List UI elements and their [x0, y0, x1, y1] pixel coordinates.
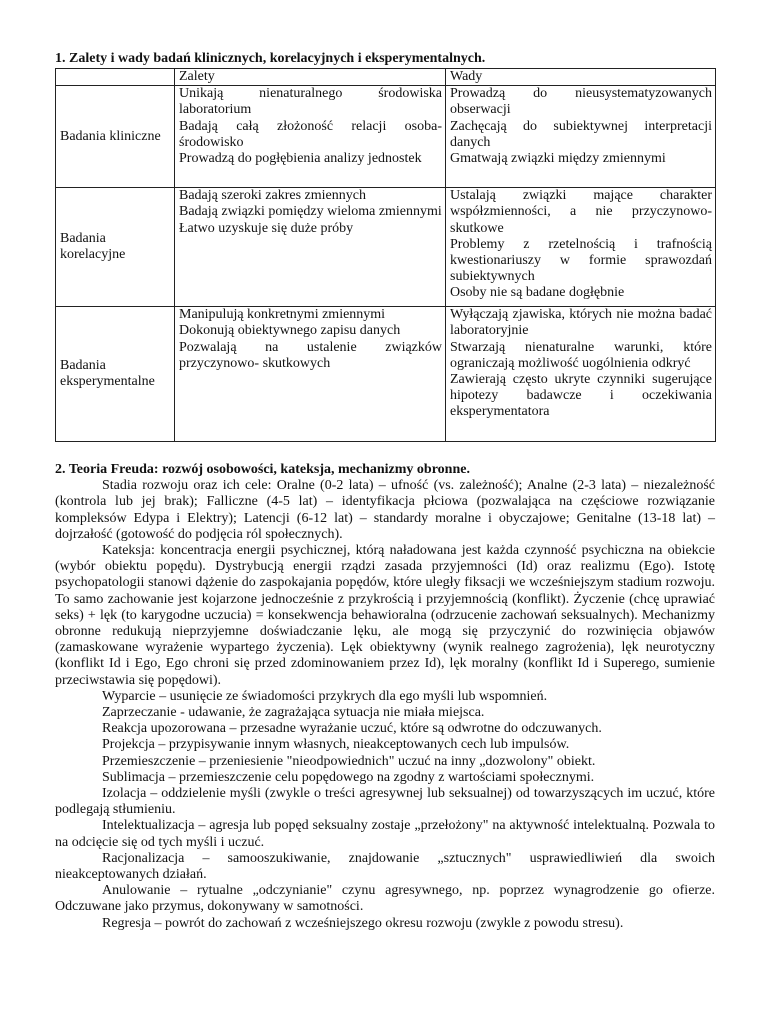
list-item: Zachęcają do subiektywnej interpretacji danych — [450, 118, 712, 150]
list-item: Badają związki pomiędzy wieloma zmiennymi — [179, 204, 442, 220]
defense-denial: Zaprzeczanie - udawanie, że zagrażająca sytuacja nie miała miejsca. — [102, 705, 485, 721]
list-item: Badają szeroki zakres zmiennych — [179, 188, 366, 204]
list-item: Dokonują obiektywnego zapisu danych — [179, 323, 401, 339]
defense-reaction-formation: Reakcja upozorowana – przesadne wyrażanie uczuć, które są odwrotne do odczuwanych. — [102, 721, 602, 737]
paragraph-cathexis: Kateksja: koncentracja energii psychicznej, którą naładowana jest każda czynność psychiczna na obiekcie (wybór obiektu popędu). Dystrybucją energii rządzi zasada przyjemności (Id) oraz realizmu (Ego). Istotę psychopatologii stanowi dążenie do zaspokajania popędów, które uległy fiksacji we wcześniejszym stadium rozwoju. To samo zachowanie jest kojarzone jednocześnie z przykrością i przyjemnością (konflikt). Życzenie (chcę uprawiać seks) + lęk (to karygodne uczucia) = konsekwencja behawioralna (odrzucenie zachowań seksualnych). Mechanizmy obronne redukują nieprzyjemne doświadczanie lęku, ale mogą się przyczynić do rozwinięcia objawów (zamaskowane wyrażenie wypartego życzenia). Lęk obiektywny (wynik realnego zagrożenia), lęk neurotyczny (konflikt Id i Ego, Ego chroni się przed zdominowaniem przez Id), lęk moralny (konflikt Id i Superego, sumienie przeciwstawia się popędowi). — [55, 543, 715, 688]
defense-intellectualization: Intelektualizacja – agresja lub popęd seksualny zostaje „przełożony" na aktywność intelektualną. Pozwala to na odcięcie się od tych myśli i uczuć. — [55, 818, 715, 850]
cons-cell — [446, 307, 716, 442]
paragraph-stages: Stadia rozwoju oraz ich cele: Oralne (0-2 lata) – ufność (vs. zależność); Analne (2-3 lata) – niezależność (kontrola lub jej brak); Falliczne (4-5 lat) – identyfikacja płciowa (pozwalająca na częściowe rozwiązanie kompleksów Edypa i Elektry); Latencji (6-12 lat) – standardy moralne i obyczajowe; Genitalne (13-18 lat) – dojrzałość (gotowość do podjęcia ról społecznych). — [55, 478, 715, 542]
defense-repression: Wyparcie – usunięcie ze świadomości przykrych dla ego myśli lub wspomnień. — [102, 688, 548, 704]
list-item: Stwarzają nienaturalne warunki, które ograniczają możliwość uogólnienia odkryć — [450, 339, 712, 371]
list-item: Problemy z rzetelnością i trafnością kwestionariuszy w formie sprawozdań subiektywnych — [450, 236, 712, 285]
defense-rationalization: Racjonalizacja – samooszukiwanie, znajdowanie „sztucznych" usprawiedliwień dla swoich nieakceptowanych działań. — [55, 850, 715, 883]
table-row-clinical — [56, 86, 716, 188]
list-item: Badają całą złożoność relacji osoba-środowisko — [179, 118, 442, 150]
defense-undoing: Anulowanie – rytualne „odczynianie" czynu agresywnego, np. poprzez wynagrodzenie go ofierze. Odczuwane jako przymus, dokonywany w samotności. — [55, 883, 715, 915]
header-cons: Wady — [446, 69, 716, 86]
list-item: Gmatwają związki między zmiennymi — [450, 151, 666, 167]
table-header-row — [56, 69, 716, 86]
list-item: Manipulują konkretnymi zmiennymi — [179, 307, 386, 323]
table-row-experimental — [56, 307, 716, 442]
list-item: Pozwalają na ustalenie związków przyczynowo- skutkowych — [179, 339, 442, 371]
list-item: Osoby nie są badane dogłębnie — [450, 285, 625, 301]
cons-cell — [446, 188, 716, 307]
defense-sublimation: Sublimacja – przemieszczenie celu popędowego na zgodny z wartościami społecznymi. — [102, 769, 595, 785]
list-item: Prowadzą do nieusystematyzowanych obserwacji — [450, 86, 712, 118]
list-item: Wyłączają zjawiska, których nie można badać laboratoryjnie — [450, 307, 712, 339]
research-methods-table — [55, 68, 716, 442]
pros-cell — [175, 188, 446, 307]
list-item: Prowadzą do pogłębienia analizy jednostek — [179, 151, 422, 167]
list-item: Zawierają często ukryte czynniki sugerujące hipotezy badawcze i oczekiwania eksperymentatora — [450, 372, 712, 420]
list-item: Unikają nienaturalnego środowiska laboratorium — [179, 86, 442, 118]
defense-displacement: Przemieszczenie – przeniesienie "nieodpowiednich" uczuć na inny „dozwolony" obiekt. — [102, 753, 596, 769]
pros-cell — [175, 86, 446, 188]
section-2 — [55, 462, 715, 932]
header-empty — [56, 69, 175, 86]
defense-regression: Regresja – powrót do zachowań z wcześniejszego okresu rozwoju (zwykle z powodu stresu). — [102, 915, 624, 931]
list-item: Łatwo uzyskuje się duże próby — [179, 220, 354, 236]
row-label: Badania kliniczne — [56, 86, 175, 188]
section-2-heading: 2. Teoria Freuda: rozwój osobowości, kateksja, mechanizmy obronne. — [55, 462, 470, 478]
row-label: Badania eksperymentalne — [56, 307, 175, 442]
defense-isolation: Izolacja – oddzielenie myśli (zwykle o treści agresywnej lub seksualnej) od towarzyszących im uczuć, które podlegają stłumieniu. — [55, 786, 715, 818]
pros-cell — [175, 307, 446, 442]
document-page — [55, 51, 715, 932]
table-row-correlational — [56, 188, 716, 307]
section-1-heading: 1. Zalety i wady badań klinicznych, korelacyjnych i eksperymentalnych. — [55, 51, 486, 66]
cons-cell — [446, 86, 716, 188]
header-pros: Zalety — [175, 69, 446, 86]
defense-projection: Projekcja – przypisywanie innym własnych, nieakceptowanych cech lub impulsów. — [102, 737, 570, 753]
row-label: Badania korelacyjne — [56, 188, 175, 307]
list-item: Ustalają związki mające charakter współzmienności, a nie przyczynowo-skutkowe — [450, 188, 712, 236]
